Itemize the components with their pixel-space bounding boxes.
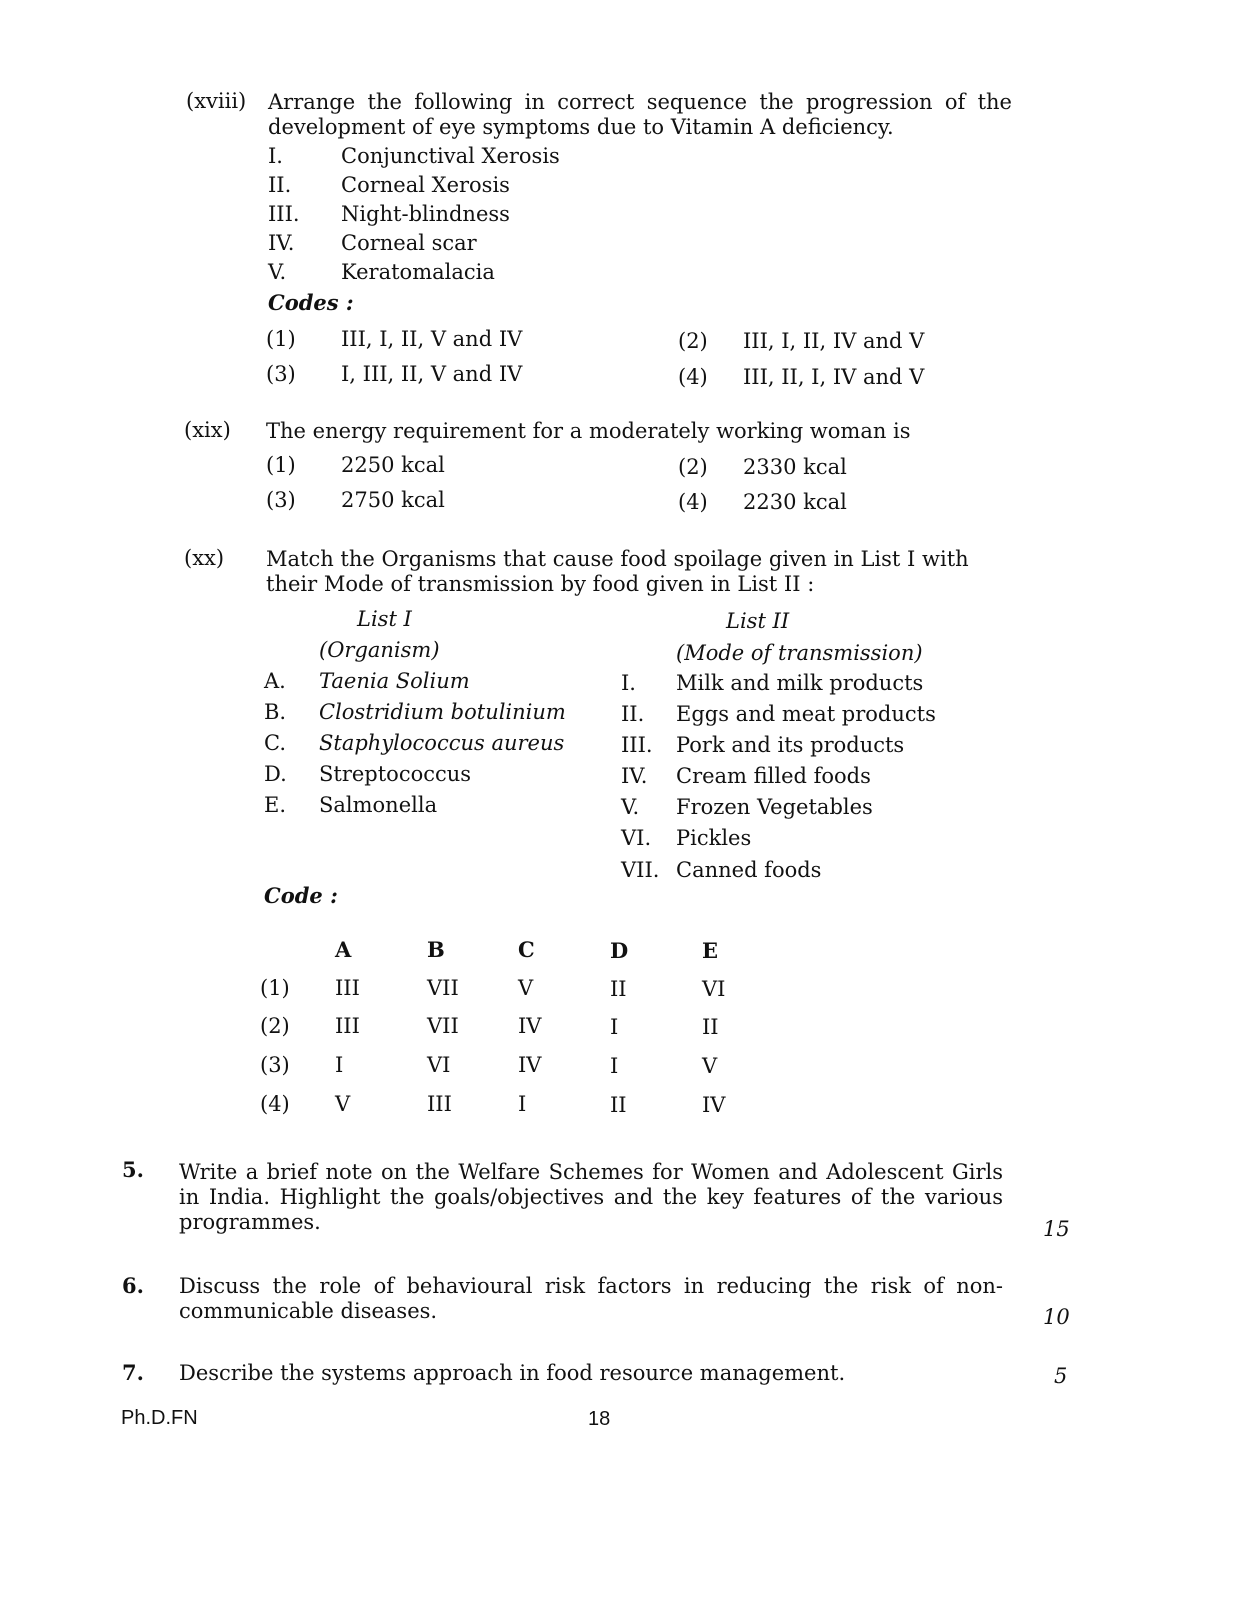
q19-option-1-text: 2250 kcal xyxy=(341,453,445,477)
q5-marks: 15 xyxy=(1043,1217,1070,1241)
code-cell: II xyxy=(702,1015,719,1039)
list2-title: List II xyxy=(726,609,790,633)
code-header-d: D xyxy=(610,938,629,963)
code-row-number: (4) xyxy=(260,1092,290,1116)
q20-code-label: Code : xyxy=(264,883,338,908)
list1-item-letter: D. xyxy=(264,762,287,786)
q18-option-2-text: III, I, II, IV and V xyxy=(743,329,925,353)
list2-subtitle: (Mode of transmission) xyxy=(676,641,923,665)
code-cell: VII xyxy=(427,1014,459,1038)
list1-item-text: Streptococcus xyxy=(319,762,472,786)
q18-item-1-text: Conjunctival Xerosis xyxy=(341,144,560,168)
q18-number: (xviii) xyxy=(186,89,247,113)
footer-paper-code: Ph.D.FN xyxy=(121,1407,198,1429)
code-cell: IV xyxy=(518,1053,542,1077)
code-cell: V xyxy=(702,1054,718,1078)
list2-item-text: Milk and milk products xyxy=(676,671,924,695)
q5-number: 5. xyxy=(122,1157,144,1182)
list2-item-text: Eggs and meat products xyxy=(676,702,936,726)
q19-option-3-text: 2750 kcal xyxy=(341,488,445,512)
q7-number: 7. xyxy=(122,1360,144,1385)
q18-option-1-text: III, I, II, V and IV xyxy=(341,327,523,351)
q6-marks: 10 xyxy=(1043,1305,1070,1329)
code-cell: IV xyxy=(518,1014,542,1038)
code-cell: VI xyxy=(427,1053,451,1077)
q18-item-5-text: Keratomalacia xyxy=(341,260,495,284)
list1-title: List I xyxy=(357,607,412,631)
code-row-number: (1) xyxy=(260,976,290,1000)
q19-option-4-text: 2230 kcal xyxy=(743,490,847,514)
code-cell: II xyxy=(610,977,627,1001)
list2-item-roman: III. xyxy=(621,733,653,757)
code-cell: III xyxy=(335,976,360,1000)
list1-item-letter: C. xyxy=(264,731,286,755)
code-cell: V xyxy=(518,976,534,1000)
code-cell: II xyxy=(610,1093,627,1117)
code-row-number: (3) xyxy=(260,1053,290,1077)
list1-item-text: Staphylococcus aureus xyxy=(319,731,565,755)
code-cell: I xyxy=(610,1054,619,1078)
list2-item-roman: II. xyxy=(621,702,645,726)
code-cell: IV xyxy=(702,1093,726,1117)
list2-item-roman: VI. xyxy=(621,826,652,850)
q7-text: Describe the systems approach in food resource management. xyxy=(179,1361,846,1385)
code-cell: VII xyxy=(427,976,459,1000)
q19-number: (xix) xyxy=(184,418,231,442)
q6-number: 6. xyxy=(122,1273,144,1298)
q7-marks: 5 xyxy=(1054,1364,1068,1388)
q20-question-text: Match the Organisms that cause food spoilage given in List I with their Mode of transmission by food given in List II : xyxy=(266,547,969,596)
list2-item-text: Frozen Vegetables xyxy=(676,795,873,819)
list1-subtitle: (Organism) xyxy=(319,638,440,662)
code-header-b: B xyxy=(427,937,445,962)
q19-option-2-number: (2) xyxy=(678,455,708,479)
code-cell: I xyxy=(610,1015,619,1039)
list2-item-text: Pickles xyxy=(676,826,752,850)
code-cell: III xyxy=(427,1092,452,1116)
q18-option-1-number: (1) xyxy=(266,327,296,351)
code-header-a: A xyxy=(335,937,352,962)
q18-item-5-roman: V. xyxy=(268,260,287,284)
code-header-c: C xyxy=(518,937,535,962)
list1-item-text: Salmonella xyxy=(319,793,438,817)
q18-item-4-text: Corneal scar xyxy=(341,231,477,255)
code-cell: III xyxy=(335,1014,360,1038)
code-row-number: (2) xyxy=(260,1014,290,1038)
q18-codes-label: Codes : xyxy=(268,290,354,315)
code-cell: I xyxy=(335,1053,344,1077)
q6-text: Discuss the role of behavioural risk factors in reducing the risk of non-communicable diseases. xyxy=(179,1274,1003,1323)
q18-item-3-roman: III. xyxy=(268,202,300,226)
list1-item-text: Taenia Solium xyxy=(319,669,470,693)
q5-text: Write a brief note on the Welfare Schemes for Women and Adolescent Girls in India. Highlight the goals/objectives and the key features of the various programmes. xyxy=(179,1160,1003,1234)
footer-page-number: 18 xyxy=(588,1408,611,1430)
list1-item-text: Clostridium botulinium xyxy=(319,700,566,724)
q20-number: (xx) xyxy=(184,546,225,570)
q18-option-4-number: (4) xyxy=(678,365,708,389)
q18-item-3-text: Night-blindness xyxy=(341,202,510,226)
list2-item-text: Canned foods xyxy=(676,858,822,882)
q18-item-1-roman: I. xyxy=(268,144,283,168)
list2-item-text: Pork and its products xyxy=(676,733,905,757)
q19-option-2-text: 2330 kcal xyxy=(743,455,847,479)
q18-item-2-roman: II. xyxy=(268,173,292,197)
list1-item-letter: A. xyxy=(264,669,286,693)
q18-option-3-number: (3) xyxy=(266,362,296,386)
code-cell: V xyxy=(335,1092,351,1116)
q18-option-3-text: I, III, II, V and IV xyxy=(341,362,523,386)
q18-option-2-number: (2) xyxy=(678,329,708,353)
list2-item-roman: V. xyxy=(621,795,640,819)
list2-item-roman: VII. xyxy=(621,858,660,882)
code-cell: VI xyxy=(702,977,726,1001)
list1-item-letter: B. xyxy=(264,700,287,724)
q19-question-text: The energy requirement for a moderately working woman is xyxy=(266,419,911,443)
q18-item-2-text: Corneal Xerosis xyxy=(341,173,510,197)
list2-item-text: Cream filled foods xyxy=(676,764,871,788)
q18-question-text: Arrange the following in correct sequence the progression of the development of eye symptoms due to Vitamin A deficiency. xyxy=(268,90,1012,139)
list1-item-letter: E. xyxy=(264,793,287,817)
code-cell: I xyxy=(518,1092,527,1116)
code-header-e: E xyxy=(702,938,719,963)
list2-item-roman: IV. xyxy=(621,764,648,788)
q19-option-4-number: (4) xyxy=(678,490,708,514)
q19-option-3-number: (3) xyxy=(266,488,296,512)
q19-option-1-number: (1) xyxy=(266,453,296,477)
q18-item-4-roman: IV. xyxy=(268,231,295,255)
q18-option-4-text: III, II, I, IV and V xyxy=(743,365,925,389)
list2-item-roman: I. xyxy=(621,671,636,695)
